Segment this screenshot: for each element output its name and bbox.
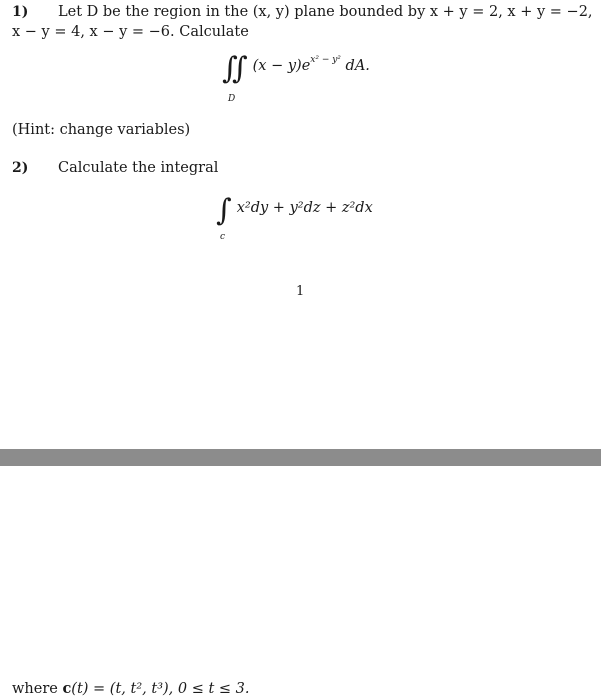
page-divider bbox=[0, 449, 601, 466]
problem-1-line-2: x − y = 4, x − y = −6. Calculate bbox=[12, 24, 249, 40]
hint-text: (Hint: change variables) bbox=[12, 122, 191, 138]
curve-subscript: c bbox=[220, 232, 226, 242]
page-number: 1 bbox=[296, 284, 305, 299]
double-integral bbox=[222, 51, 370, 86]
problem-1-line-1: Let D be the region in the (x, y) plane bounded by x + y = 2, x + y = −2, bbox=[58, 4, 593, 20]
line-integral bbox=[216, 193, 373, 228]
double-integral-sign: ∬ bbox=[222, 51, 248, 86]
differential-1: dA. bbox=[340, 58, 370, 74]
exponent-1: x² − y² bbox=[310, 54, 341, 65]
curve-definition bbox=[12, 680, 250, 697]
where-function: c bbox=[62, 680, 72, 697]
where-prefix: where bbox=[12, 681, 63, 697]
where-rest: (t) = (t, t², t³), 0 ≤ t ≤ 3. bbox=[71, 681, 250, 697]
problem-2-text: Calculate the integral bbox=[58, 160, 219, 176]
integrand-1: (x − y)e bbox=[252, 58, 311, 74]
problem-1-number: 1) bbox=[12, 4, 29, 20]
integral-sign: ∫ bbox=[216, 193, 232, 228]
integrand-2: x²dy + y²dz + z²dx bbox=[236, 200, 373, 216]
problem-2-number: 2) bbox=[12, 160, 29, 176]
region-subscript: D bbox=[228, 94, 236, 104]
